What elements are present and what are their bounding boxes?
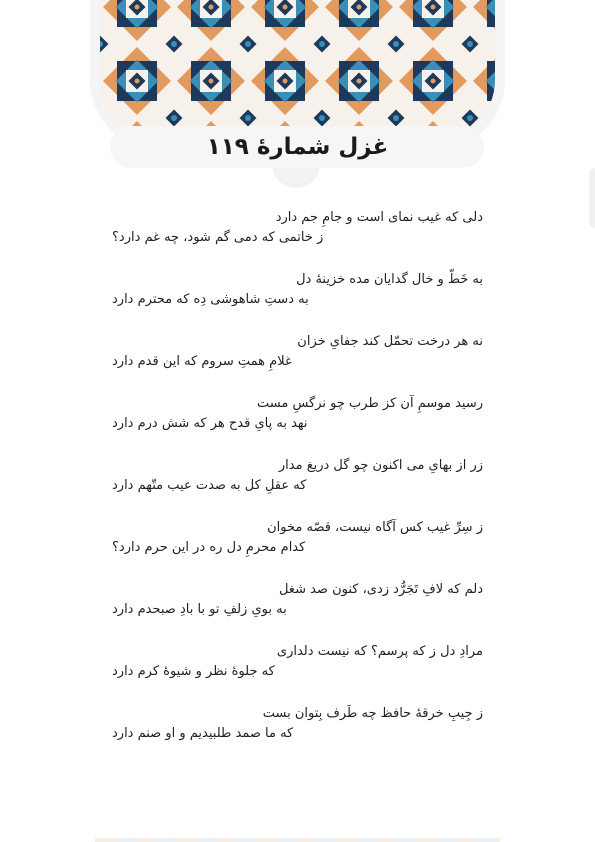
bottom-tile-strip bbox=[95, 838, 500, 842]
page-title: غزل شمارهٔ ۱۱۹ bbox=[206, 134, 389, 160]
couplet bbox=[112, 208, 483, 270]
couplet-second-line: که عقلِ کل به صدت عیب متّهم دارد bbox=[112, 478, 307, 493]
couplet bbox=[112, 456, 483, 518]
couplet bbox=[112, 270, 483, 332]
couplet-second-line: کدام محرمِ دل ره در این حرم دارد؟ bbox=[112, 540, 306, 555]
couplet-first-line: نه هر درخت تحمّل کند جفایِ خزان bbox=[297, 334, 483, 349]
tile-pattern-icon bbox=[100, 0, 495, 140]
tile-ornament-header bbox=[100, 0, 495, 140]
couplet-second-line: به دستِ شاهوشی دِه که محترم دارد bbox=[112, 292, 309, 307]
couplet bbox=[112, 704, 483, 766]
couplet-second-line: غلامِ همتِ سروم که این قدم دارد bbox=[112, 354, 292, 369]
couplet-first-line: دلم که لافِ تَجَرُّد زدی، کنون صد شغل bbox=[278, 582, 483, 597]
couplet-first-line: ز سِرِّ غیب کس آگاه نیست، قصّه مخوان bbox=[267, 520, 483, 535]
couplet-first-line: رسید موسمِ آن کز طرب چو نرگسِ مست bbox=[257, 396, 483, 411]
couplet-first-line: زر از بهایِ می اکنون چو گل دریغ مدار bbox=[278, 458, 483, 473]
couplet-second-line: ز خاتمی که دمی گم شود، چه غم دارد؟ bbox=[112, 230, 324, 245]
couplet-second-line: به بویِ زلفِ تو با بادِ صبحدم دارد bbox=[112, 602, 287, 617]
side-tab-decoration bbox=[589, 168, 595, 228]
couplet bbox=[112, 394, 483, 456]
couplet-second-line: که جلوهٔ نظر و شیوهٔ کرم دارد bbox=[112, 664, 275, 679]
couplet-first-line: به خَطّ و خال گدایان مده خزینهٔ دل bbox=[296, 272, 483, 287]
couplet bbox=[112, 642, 483, 704]
couplet bbox=[112, 518, 483, 580]
poem-body bbox=[112, 208, 483, 766]
couplet-second-line: نهد به پایِ قدح هر که شش درم دارد bbox=[112, 416, 308, 431]
couplet-first-line: دلی که غیب نمای است و جامِ جم دارد bbox=[275, 210, 483, 225]
couplet bbox=[112, 332, 483, 394]
couplet-first-line: ز جِیبِ خرقهٔ حافظ چه طَرف بِتوان بست bbox=[262, 706, 483, 721]
couplet bbox=[112, 580, 483, 642]
couplet-second-line: که ما صمد طلبیدیم و او صنم دارد bbox=[112, 726, 294, 741]
couplet-first-line: مرادِ دل ز که پرسم؟ که نیست دلداری bbox=[276, 644, 483, 659]
